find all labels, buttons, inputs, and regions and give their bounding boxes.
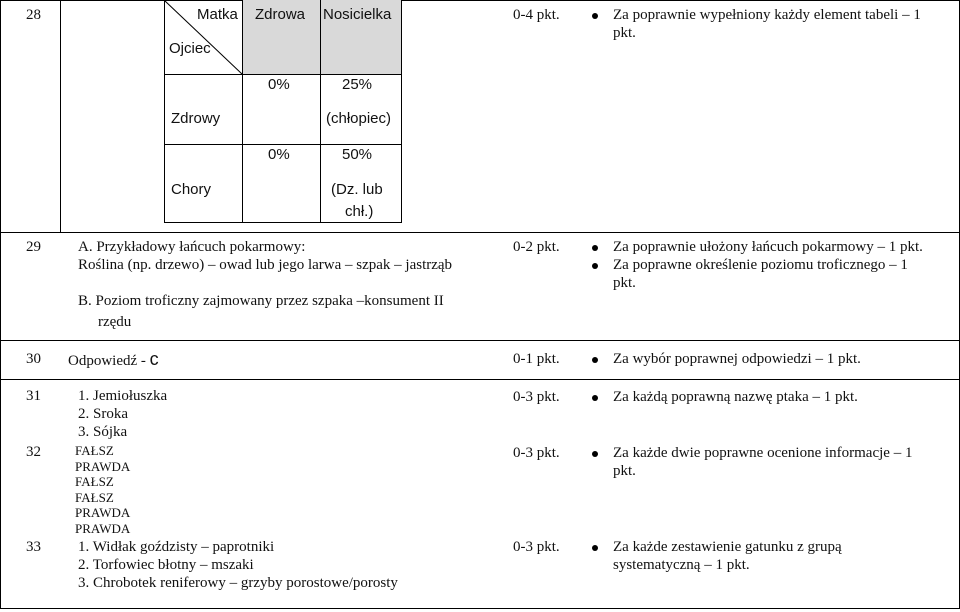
q32-item-2: PRAWDA <box>75 458 131 474</box>
points-30: 0-1 pkt. <box>513 351 560 367</box>
question-number-30: 30 <box>26 351 41 367</box>
criterion-33-line2: systematyczną – 1 pkt. <box>613 557 750 573</box>
q33-item-2: 2. Torfowiec błotny – mszaki <box>78 557 254 573</box>
table-border-left <box>0 0 1 609</box>
bullet-33 <box>592 545 598 551</box>
points-32: 0-3 pkt. <box>513 445 560 461</box>
points-31: 0-3 pkt. <box>513 389 560 405</box>
bullet-29-a <box>592 245 598 251</box>
q29-a-line1: A. Przykładowy łańcuch pokarmowy: <box>78 239 306 255</box>
criterion-33-line1: Za każde zestawienie gatunku z grupą <box>613 539 842 555</box>
table-border-top <box>0 0 960 1</box>
q31-item-3: 3. Sójka <box>78 424 128 440</box>
q29-a-line2: Roślina (np. drzewo) – owad lub jego larwa – szpak – jastrząb <box>78 257 453 273</box>
criterion-31: Za każdą poprawną nazwę ptaka – 1 pkt. <box>613 389 858 405</box>
points-33: 0-3 pkt. <box>513 539 560 555</box>
q30-answer-prefix: Odpowiedź - <box>68 353 150 369</box>
column-divider-number <box>60 0 61 233</box>
q32-item-6: PRAWDA <box>75 520 131 536</box>
criterion-28-line1: Za poprawnie wypełniony każdy element tabeli – 1 <box>613 7 921 23</box>
bullet-32 <box>592 451 598 457</box>
genetics-table-bottom <box>164 222 402 223</box>
q33-item-3: 3. Chrobotek reniferowy – grzyby porostowe/porosty <box>78 575 398 591</box>
question-number-32: 32 <box>26 444 41 460</box>
genetics-table-row-divider-2 <box>164 144 402 145</box>
question-number-31: 31 <box>26 388 41 404</box>
cell-healthy-carrier-b: (chłopiec) <box>326 110 392 127</box>
q29-b-line2: rzędu <box>98 314 132 330</box>
cell-sick-carrier-a: 50% <box>342 146 373 163</box>
question-number-29: 29 <box>26 239 41 255</box>
genetics-table-col-divider-2 <box>320 0 321 223</box>
question-number-33: 33 <box>26 539 41 555</box>
row-divider-28 <box>0 232 960 233</box>
criterion-28-line2: pkt. <box>613 25 636 41</box>
q32-item-5: PRAWDA <box>75 505 131 520</box>
points-29: 0-2 pkt. <box>513 239 560 255</box>
criterion-32-line2: pkt. <box>613 463 636 479</box>
q30-answer-letter: c <box>149 349 159 369</box>
criterion-32-line1: Za każde dwie poprawne ocenione informacje – 1 <box>613 445 913 461</box>
q29-b-line1: B. Poziom troficzny zajmowany przez szpaka –konsument II <box>78 293 444 309</box>
row-label-sick: Chory <box>171 181 212 198</box>
col-header-carrier: Nosicielka <box>323 6 392 23</box>
q30-answer <box>68 350 159 370</box>
bullet-30 <box>592 357 598 363</box>
q32-item-4: FAŁSZ <box>75 489 114 505</box>
diag-label-mother: Matka <box>197 6 238 23</box>
cell-healthy-carrier-a: 25% <box>342 76 373 93</box>
table-border-bottom <box>0 608 960 609</box>
col-header-healthy: Zdrowa <box>255 6 306 23</box>
diag-label-father: Ojciec <box>169 40 211 57</box>
cell-healthy-healthy: 0% <box>268 76 290 93</box>
q31-item-2: 2. Sroka <box>78 406 128 422</box>
points-28: 0-4 pkt. <box>513 7 560 23</box>
row-label-healthy: Zdrowy <box>171 110 221 127</box>
cell-sick-healthy: 0% <box>268 146 290 163</box>
criterion-30: Za wybór poprawnej odpowiedzi – 1 pkt. <box>613 351 861 367</box>
criterion-29-line1: Za poprawnie ułożony łańcuch pokarmowy – 1 pkt. <box>613 239 923 255</box>
bullet-29-b <box>592 263 598 269</box>
bullet-31 <box>592 395 598 401</box>
genetics-table-right <box>401 0 402 223</box>
q32-item-3: FAŁSZ <box>75 474 114 489</box>
q31-item-1: 1. Jemiołuszka <box>78 388 168 404</box>
row-divider-29 <box>0 340 960 341</box>
cell-sick-carrier-b: (Dz. lub <box>331 181 383 198</box>
question-number-28: 28 <box>26 7 41 23</box>
criterion-29-line3: pkt. <box>613 275 636 291</box>
bullet-28 <box>592 13 598 19</box>
criterion-29-line2: Za poprawne określenie poziomu troficznego – 1 <box>613 257 908 273</box>
q32-item-1: FAŁSZ <box>75 443 114 458</box>
row-divider-30 <box>0 379 960 380</box>
cell-sick-carrier-c: chł.) <box>345 203 374 220</box>
q33-item-1: 1. Widłak goździsty – paprotniki <box>78 539 275 555</box>
